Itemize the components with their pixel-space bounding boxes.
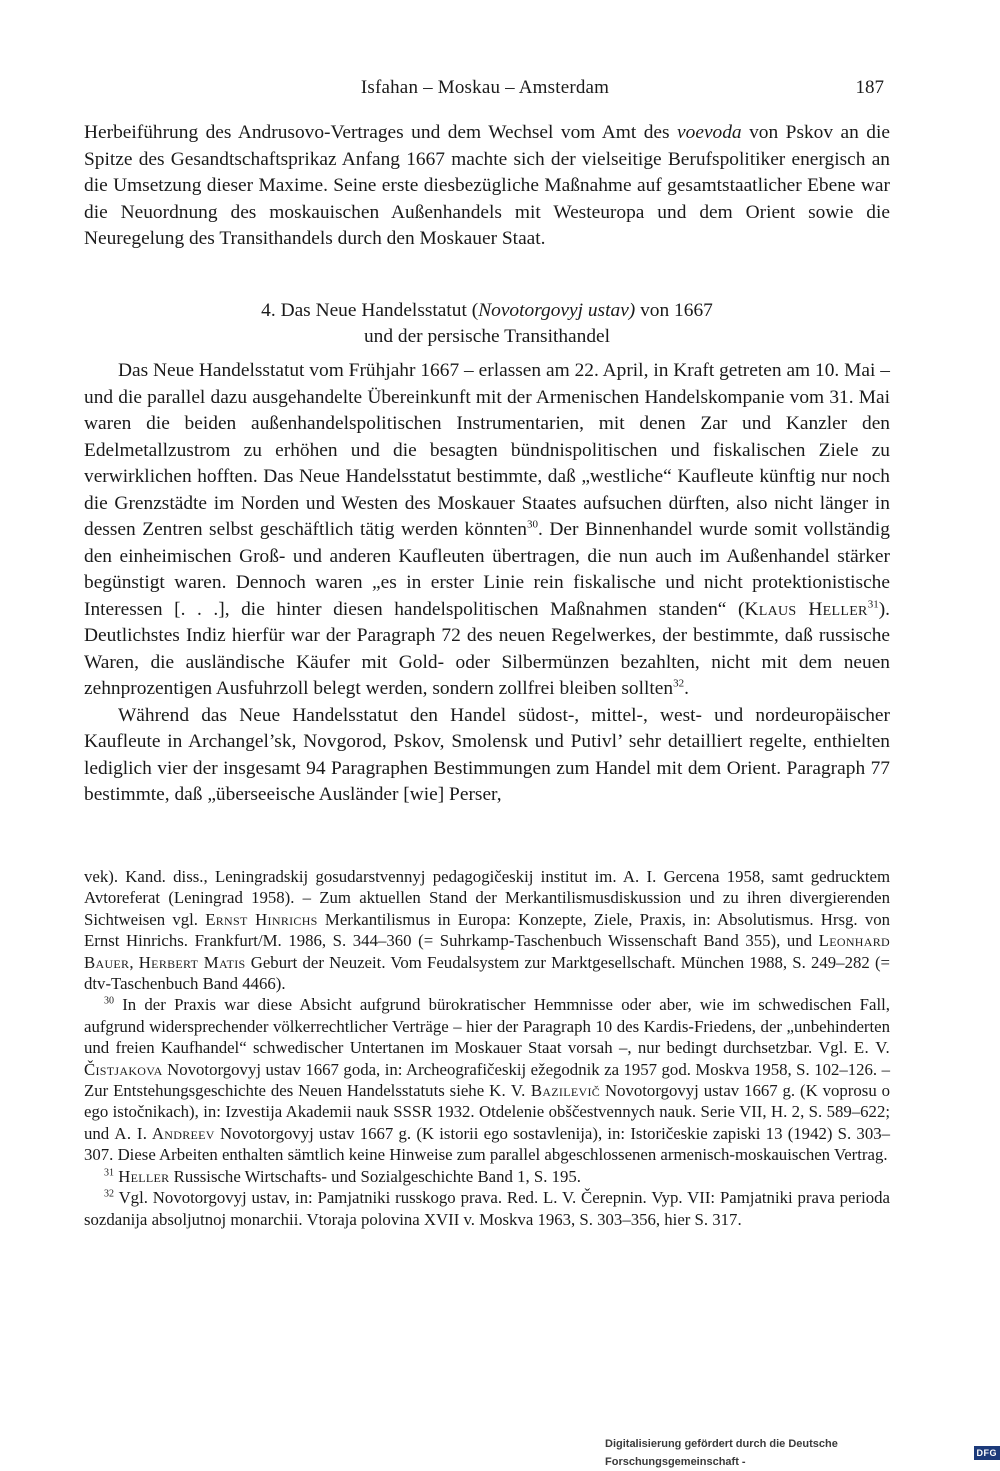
footnotes	[84, 866, 890, 1230]
running-head	[82, 74, 888, 102]
author-bazilevic: K. V. Bazilevič	[489, 1081, 600, 1100]
footnote-continuation	[84, 866, 890, 994]
author-cistjakova: E. V. Čistjakova	[84, 1038, 890, 1078]
fn30-text-2: Novotorgovyj ustav 1667 goda, in: Archeografičeskij ežegodnik za 1957 god. Moskva 1958, S. 102–126. – Zur Entstehungsgeschichte des Neuen Handelsstatuts siehe	[84, 1060, 890, 1100]
footnote-30-number: 30	[104, 996, 114, 1007]
page-number: 187	[856, 74, 885, 102]
digitization-notice	[605, 1444, 1000, 1462]
fn-cont-text-2: Merkantilismus in Europa: Konzepte, Ziele, Praxis, in: Absolutismus. Hrsg. von Ernst Hinrichs. Frankfurt/M. 1986, S. 344–360 (= Suhrkamp-Taschenbuch Wissenschaft Band 355), und	[84, 910, 890, 950]
fn30-text-4: Novotorgovyj ustav 1667 g. (K istorii ego sostavlenija), in: Istoričeskie zapiski 13 (1942) S. 303–307. Diese Arbeiten enthalten sämtlich keine Hinweise zum parallel abgeschlossenen armenisch-moskauischen Vertrag.	[84, 1124, 890, 1164]
section-heading-line-1	[84, 298, 890, 324]
p1-text-3: ). Deutlichstes Indiz hierfür war der Paragraph 72 des neuen Regelwerkes, der bestimmte, daß russische Waren, die ausländische Käufer mit Gold- oder Silbermünzen bezahlten, nicht mit dem neuen zehnprozentigen Ausfuhrzoll belegt werden, sondern zollfrei bleiben sollten	[84, 599, 890, 700]
fn30-text-3: Novotorgovyj ustav 1667 g. (K voprosu o ego istočnikach), in: Izvestija Akademii nauk SSSR 1932. Otdelenie obščestvennych nauk. Serie VII, H. 2, S. 589–622; und	[84, 1081, 890, 1143]
p1-text-1: Das Neue Handelsstatut vom Frühjahr 1667 – erlassen am 22. April, in Kraft getreten am 10. Mai – und die parallel dazu ausgehandelte Übereinkunft mit der Armenischen Handelskompanie vom 31. Mai waren die beiden außenhandelspolitischen Instrumentarien, mit denen Zar und Kanzler den Edelmetallzustrom zu erhöhen und die besagten bündnispolitischen und fiskalischen Ziele zu verwirklichen hofften. Das Neue Handelsstatut bestimmte, daß „westliche“ Kaufleute künftig nur noch die Grenzstädte im Norden und Westen des Moskauer Staates aufsuchen dürften, also nicht länger in dessen Zentren selbst geschäftlich tätig werden könnten	[84, 360, 890, 540]
fn-cont-text-3: ,	[129, 953, 138, 972]
heading-text-a: 4. Das Neue Handelsstatut (	[261, 300, 478, 321]
fn32-text: Vgl. Novotorgovyj ustav, in: Pamjatniki russkogo prava. Red. L. V. Čerepnin. Vyp. VII: Pamjatniki prava perioda sozdanija absoljutnoj monarchii. Vtoraja polovina XVII v. Moskva 1963, S. 303–356, hier S. 317.	[84, 1188, 890, 1228]
section-heading-line-2: und der persische Transithandel	[84, 324, 890, 350]
fn31-text: Russische Wirtschafts- und Sozialgeschichte Band 1, S. 195.	[169, 1167, 581, 1186]
author-heller-fn: Heller	[118, 1167, 169, 1186]
p1-text-2: . Der Binnenhandel wurde somit vollständig den einheimischen Groß- und anderen Kaufleuten übertragen, die nun auch im Außenhandel stärker begünstigt waren. Dennoch waren „es in erster Linie rein fiskalische und nicht protektionistische Interessen [. . .], die hinter diesen handelspolitischen Maßnahmen standen“ (	[84, 519, 890, 620]
footnote-31-number: 31	[104, 1167, 114, 1178]
intro-text-1: Herbeiführung des Andrusovo-Vertrages und dem Wechsel vom Amt des	[84, 122, 677, 143]
footnote-ref-32[interactable]: 32	[673, 678, 684, 690]
main-paragraph-1	[84, 358, 890, 703]
heading-text-italic: Novotorgovyj ustav)	[478, 300, 635, 321]
author-heller: Klaus Heller	[744, 599, 867, 620]
author-hinrichs: Ernst Hinrichs	[205, 910, 317, 929]
intro-text-2: von Pskov an die Spitze des Gesandtschaftsprikaz Anfang 1667 machte sich der vielseitige Berufspolitiker energisch an die Umsetzung dieser Maxime. Seine erste diesbezügliche Maßnahme auf gesamtstaatlicher Ebene war die Neuordnung des moskauischen Außenhandels mit Westeuropa und dem Orient sowie die Neuregelung des Transithandels durch den Moskauer Staat.	[84, 122, 890, 249]
fn-cont-text-4: Geburt der Neuzeit. Vom Feudalsystem zur Marktgesellschaft. München 1988, S. 249–282 (= dtv-Taschenbuch Band 4466).	[84, 953, 890, 993]
footnote-32	[84, 1187, 890, 1230]
footnote-30	[84, 994, 890, 1165]
intro-paragraph	[84, 120, 890, 253]
fn30-text-1: In der Praxis war diese Absicht aufgrund bürokratischer Hemmnisse oder aber, wie im schwedischen Fall, aufgrund widersprechender völkerrechtlicher Verträge – hier der Paragraph 10 des Kardis-Friedens, der „unbehinderten und freien Kaufhandel“ schwedischer Untertanen im Moskauer Staat vorsah –, nur bedingt durchsetzbar. Vgl.	[84, 995, 890, 1057]
running-head-title: Isfahan – Moskau – Amsterdam	[82, 74, 888, 102]
heading-text-b: von 1667	[635, 300, 713, 321]
footnote-ref-30[interactable]: 30	[527, 519, 538, 531]
p1-text-4: .	[684, 678, 689, 699]
fn-cont-text-1: vek). Kand. diss., Leningradskij gosudarstvennyj pedagogičeskij institut im. A. I. Gercena 1958, samt gedrucktem Avtoreferat (Leningrad 1958). – Zum aktuellen Stand der Merkantilismusdiskussion und zu ihren divergierenden Sichtweisen vgl.	[84, 867, 890, 929]
author-andreev: A. I. Andreev	[114, 1124, 214, 1143]
author-bauer: Leonhard Bauer	[84, 931, 890, 971]
digitization-text: Digitalisierung gefördert durch die Deutsche Forschungsgemeinschaft -	[605, 1435, 970, 1471]
main-paragraph-2: Während das Neue Handelsstatut den Handel südost-, mittel-, west- und nordeuropäischer Kaufleute in Archangel’sk, Novgorod, Pskov, Smolensk und Putivl’ sehr detailliert regelte, enthielten lediglich vier der insgesamt 94 Paragraphen Bestimmungen zum Handel mit dem Orient. Paragraph 77 bestimmte, daß „überseeische Ausländer [wie] Perser,	[84, 703, 890, 809]
section-heading	[84, 298, 890, 350]
footnote-ref-31[interactable]: 31	[868, 598, 879, 610]
main-text	[84, 358, 890, 809]
author-matis: Herbert Matis	[139, 953, 246, 972]
dfg-logo: DFG	[974, 1446, 1000, 1460]
footnote-32-number: 32	[104, 1189, 114, 1200]
footnote-31	[84, 1166, 890, 1187]
intro-voevoda: voevoda	[677, 122, 742, 143]
